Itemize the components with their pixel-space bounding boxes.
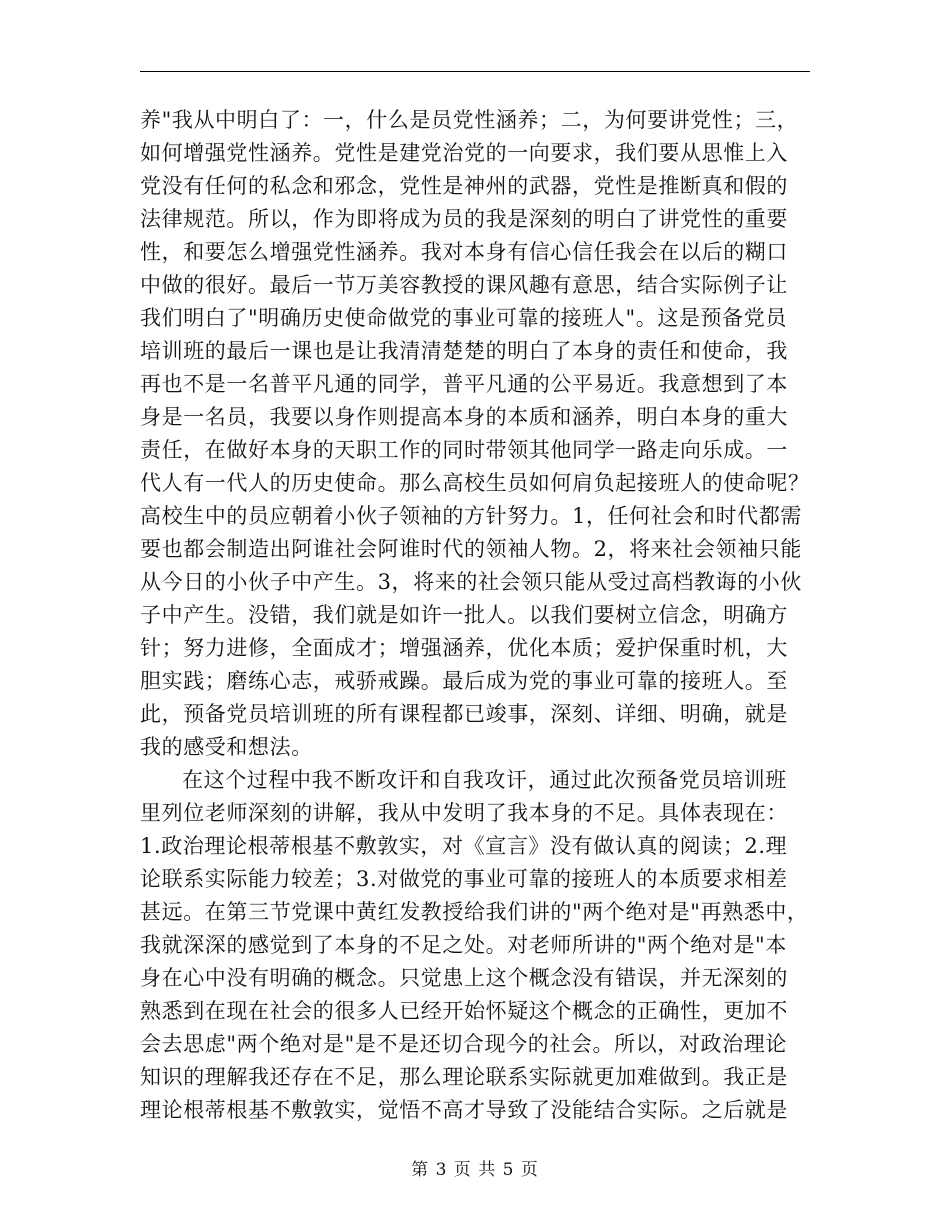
text-line: 理论根蒂根基不敷敦实，觉悟不高才导致了没能结合实际。之后就是	[140, 1098, 788, 1122]
text-line: 论联系实际能力较差；3.对做党的事业可靠的接班人的本质要求相差	[140, 867, 788, 891]
text-line: 子中产生。没错，我们就是如许一批人。以我们要树立信念，明确方	[140, 603, 788, 627]
text-line: 针；努力进修，全面成才；增强涵养，优化本质；爱护保重时机，大	[140, 636, 788, 660]
document-body	[140, 104, 812, 1127]
text-line: 里列位老师深刻的讲解，我从中发明了我本身的不足。具体表现在：	[140, 801, 788, 825]
text-line: 养"我从中明白了：一，什么是员党性涵养；二，为何要讲党性；三，	[140, 108, 799, 132]
text-line: 知识的理解我还存在不足，那么理论联系实际就更加难做到。我正是	[140, 1065, 788, 1089]
text-line: 我的感受和想法。	[140, 735, 313, 759]
text-line: 甚远。在第三节党课中黄红发教授给我们讲的"两个绝对是"再熟悉中，	[140, 900, 809, 924]
text-line: 性，和要怎么增强党性涵养。我对本身有信心信任我会在以后的糊口	[140, 240, 788, 264]
text-line: 身在心中没有明确的概念。只觉患上这个概念没有错误，并无深刻的	[140, 966, 788, 990]
text-line: 中做的很好。最后一节万美容教授的课风趣有意思，结合实际例子让	[140, 273, 788, 297]
paragraph-first-line: 在这个过程中我不断攻讦和自我攻讦，通过此次预备党员培训班	[182, 768, 787, 792]
text-line: 熟悉到在现在社会的很多人已经开始怀疑这个概念的正确性，更加不	[140, 999, 788, 1023]
text-line: 我们明白了"明确历史使命做党的事业可靠的接班人"。这是预备党员	[140, 306, 787, 330]
page-number: 第 3 页 共 5 页	[411, 1160, 539, 1180]
text-line: 代人有一代人的历史使命。那么高校生员如何肩负起接班人的使命呢？	[140, 471, 810, 495]
text-line: 我就深深的感觉到了本身的不足之处。对老师所讲的"两个绝对是"本	[140, 933, 787, 957]
text-line: 法律规范。所以，作为即将成为员的我是深刻的明白了讲党性的重要	[140, 207, 788, 231]
text-line: 党没有任何的私念和邪念，党性是神州的武器，党性是推断真和假的	[140, 174, 788, 198]
text-line: 身是一名员，我要以身作则提高本身的本质和涵养，明白本身的重大	[140, 405, 788, 429]
text-line: 此，预备党员培训班的所有课程都已竣事，深刻、详细、明确，就是	[140, 702, 788, 726]
text-line: 如何增强党性涵养。党性是建党治党的一向要求，我们要从思惟上入	[140, 141, 788, 165]
text-line: 培训班的最后一课也是让我清清楚楚的明白了本身的责任和使命，我	[140, 339, 788, 363]
text-line: 责任，在做好本身的天职工作的同时带领其他同学一路走向乐成。一	[140, 438, 788, 462]
text-line: 高校生中的员应朝着小伙子领袖的方针努力。1，任何社会和时代都需	[140, 504, 802, 528]
text-line: 胆实践；磨练心志，戒骄戒躁。最后成为党的事业可靠的接班人。至	[140, 669, 788, 693]
text-line: 从今日的小伙子中产生。3，将来的社会领只能从受过高档教诲的小伙	[140, 570, 802, 594]
text-line: 1.政治理论根蒂根基不敷敦实，对《宣言》没有做认真的阅读；2.理	[140, 834, 788, 858]
header-rule	[140, 71, 810, 72]
text-line: 要也都会制造出阿谁社会阿谁时代的领袖人物。2，将来社会领袖只能	[140, 537, 802, 561]
text-line: 再也不是一名普平凡通的同学，普平凡通的公平易近。我意想到了本	[140, 372, 788, 396]
text-line: 会去思虑"两个绝对是"是不是还切合现今的社会。所以，对政治理论	[140, 1032, 787, 1056]
